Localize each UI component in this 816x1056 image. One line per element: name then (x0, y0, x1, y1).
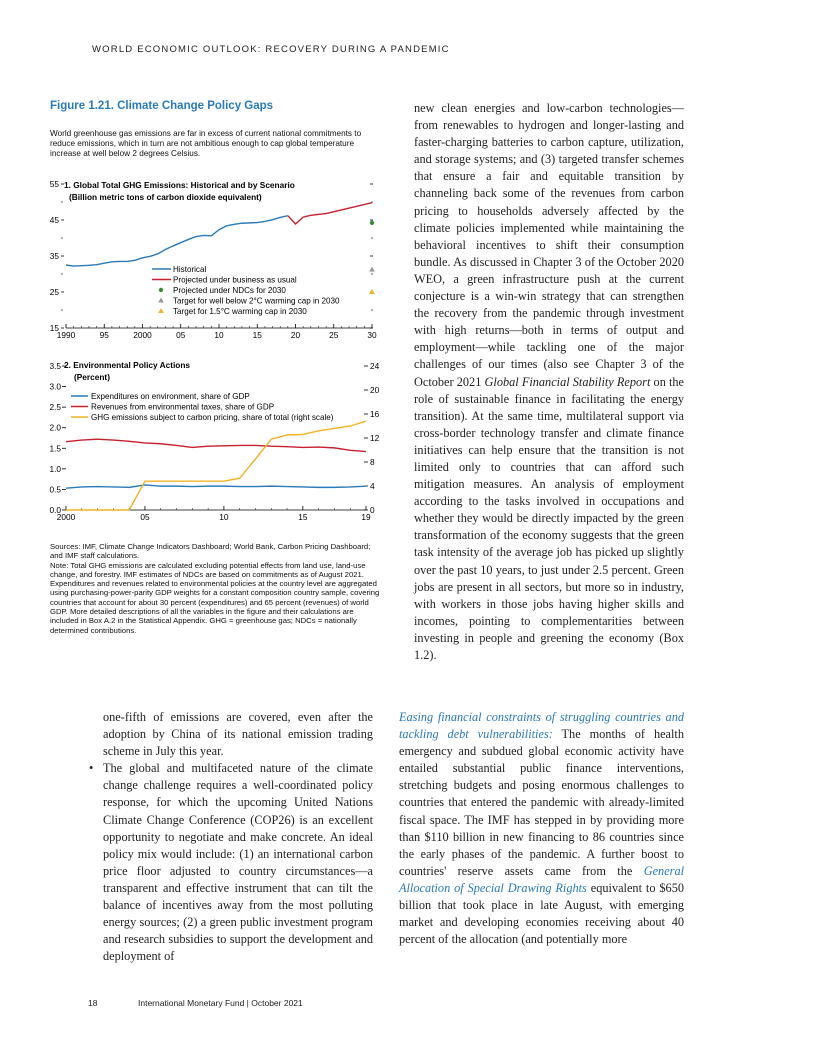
x-tick-label: 15 (298, 512, 308, 522)
y-tick-label-left: 0.5 (49, 484, 61, 495)
legend-label: Projected under NDCs for 2030 (173, 286, 286, 295)
y-tick-label-right: 20 (370, 385, 380, 395)
y-tick-label-left: 2.5 (49, 402, 61, 413)
y-minor-tick-right (371, 237, 372, 238)
figure-subtitle: World greenhouse gas emissions are far in excess of current national commitments to reduce emissions, which in turn are not ambitious enough to cap global temperature increase at well below 2 degrees Celsius. (50, 129, 362, 158)
legend-swatch (159, 288, 163, 292)
y-minor-tick (61, 237, 62, 238)
x-tick-label: 05 (140, 512, 150, 522)
y-tick-label: 55 (49, 179, 59, 189)
gfsr-title: Global Financial Stability Report (484, 374, 651, 389)
y-tick-label-right: 4 (370, 481, 375, 491)
right-column-text: new clean energies and low-carbon technologies—from renewables to hydrogen and longer-lasting and faster-charging batteries to carbon capture, utilization, and storage systems; and (3) targeted transfer schemes that ensure a fair and equitable transition by channeling back some of the revenues from carbon pricing to households adversely affected by the climate policies implemented while maintaining the behavioral incentives to shift their consumption bundle. As discussed in Chapter 3 of the October 2020 WEO, a green infrastructure push at the current conjecture is a win-win strategy that can strengthen the recovery from the pandemic through investment with high returns—both in terms of output and employment—while tackling one of the major challenges of our times (also see Chapter 3 of the October 2021 (414, 101, 684, 389)
x-tick-label: 10 (219, 512, 229, 522)
y-tick-label-left: 1.5 (49, 443, 61, 454)
y-tick-label-right: 12 (370, 433, 380, 443)
legend-label: Expenditures on environment, share of GDP (91, 392, 250, 401)
legend-label: Target for well below 2°C warming cap in 2030 (173, 296, 340, 306)
left-column-bottom (89, 709, 373, 965)
y-minor-tick-right (371, 309, 372, 310)
sdr-link[interactable]: General Allocation of Special Drawing Rights (399, 863, 685, 895)
y-tick-label-left: 3.5 (49, 361, 61, 371)
chart-environmental-policy (44, 356, 384, 526)
series-line (66, 216, 288, 266)
y-tick-label-right: 8 (370, 457, 375, 467)
continued-text: one-fifth of emissions are covered, even after the adoption by China of its national emission trading scheme in July this year. (103, 710, 373, 759)
y-tick-label-left: 3.0 (49, 381, 61, 392)
target-point (369, 289, 375, 294)
series-line (66, 421, 366, 510)
legend-label: Historical (173, 265, 207, 274)
footer-source: International Monetary Fund | October 2021 (138, 998, 303, 1008)
y-tick-label-right: 16 (370, 409, 380, 419)
y-tick-label-right: 0 (370, 505, 375, 515)
y-minor-tick-right (371, 273, 372, 274)
bullet-text: The global and multifaceted nature of the climate change challenge requires a well-coordinated policy response, for which the upcoming United Nations Climate Change Conference (COP26) is an excellent opportunity to negotiate and make concrete. An ideal policy mix would include: (1) an international carbon price floor adjusted to country circumstances—a transparent and effective instrument that can tilt the balance of incentives away from the most polluting energy sources; (2) a green public investment program and research subsidies to support the development and deployment of (103, 761, 373, 964)
y-tick-label-left: 2.0 (49, 422, 61, 433)
y-minor-tick (61, 273, 62, 274)
target-point (369, 267, 375, 272)
section-heading: Easing financial constraints of struggling countries and tackling debt vulnerabilities: (399, 710, 684, 742)
section-text-2: equivalent to $650 billion that took place in late August, with emerging market and developing economies receiving about 40 percent of the allocation (and potentially more (399, 880, 685, 947)
series-line (66, 485, 366, 488)
chart1-subtitle: (Billion metric tons of carbon dioxide equivalent) (69, 192, 262, 202)
y-tick-label: 25 (49, 287, 59, 297)
ndc-point (370, 221, 374, 225)
x-tick-label: 20 (290, 330, 301, 340)
section-text-1: The months of health emergency and subdued global economic activity have entailed substantial public finance interventions, stretching budgets and posing enormous challenges to countries that entered the pandemic with already-limited fiscal space. The IMF has stepped in by providing more than $110 billion in new financing to 86 countries since the early phases of the pandemic. A further boost to countries' reserve assets came from the (399, 727, 684, 878)
right-column-bottom (399, 709, 684, 948)
chart2-subtitle: (Percent) (74, 372, 110, 382)
legend-swatch (158, 308, 164, 313)
legend-swatch (158, 298, 164, 303)
bullet-marker: • (89, 761, 94, 776)
figure-notes (50, 542, 380, 635)
series-line (66, 439, 366, 451)
x-tick-label: 15 (252, 330, 262, 340)
legend-label: Revenues from environmental taxes, share of GDP (91, 402, 275, 412)
bullet-item (89, 760, 373, 965)
x-tick-label: 95 (99, 330, 109, 340)
right-column-text-end: on the role of sustainable finance in facilitating the energy transition). At the same time, multilateral support via cross-border technology transfer and climate finance initiatives can help ensure that the transition is not limited only to countries that can afford such mitigation measures. An analysis of employment according to the tasks involved in occupations and whether they would be directly impacted by the green transformation of the economy suggests that the green task intensity of the average job has picked up slightly over the past 10 years, to just under 2.5 percent. Green jobs are present in all sectors, but more so in industry, with workers in those jobs having higher skills and incomes, pointing to complementarities between investing in people and greening the economy (Box 1.2). (414, 374, 685, 662)
x-tick-label: 05 (176, 330, 186, 340)
y-tick-label: 45 (49, 215, 59, 225)
running-header: WORLD ECONOMIC OUTLOOK: RECOVERY DURING A PANDEMIC (92, 44, 450, 55)
x-tick-label: 2000 (133, 330, 152, 340)
chart-ghg-emissions (44, 176, 384, 346)
y-tick-label: 15 (49, 323, 59, 333)
notes-sources: Sources: IMF, Climate Change Indicators Dashboard; World Bank, Carbon Pricing Dashboard; and IMF staff calculations. (50, 542, 371, 561)
x-tick-label: 19 (361, 512, 371, 522)
series-line (288, 203, 372, 224)
legend-label: Target for 1.5°C warming cap in 2030 (173, 307, 307, 316)
legend-label: Projected under business as usual (173, 275, 297, 285)
y-minor-tick (61, 309, 62, 310)
x-tick-label: 10 (214, 330, 224, 340)
page-number: 18 (88, 998, 98, 1008)
legend-label: GHG emissions subject to carbon pricing, share of total (right scale) (91, 413, 334, 422)
chart1-title: 1. Global Total GHG Emissions: Historical and by Scenario (64, 180, 295, 190)
x-tick-label: 1990 (56, 330, 76, 340)
notes-note: Note: Total GHG emissions are calculated excluding potential effects from land use, land-use change, and forestry. IMF estimates of NDCs are based on commitments as of August 2021. Expenditures and revenues related to environmental policies at the country level are aggregated using purchasing-power-parity GDP weights for a constant composition country sample, covering countries that account for about 30 percent (expenditures) and 65 percent (revenues) of world GDP. More detailed descriptions of all the variables in the figure and their calculations are included in Box A.2 in the Statistical Appendix. GHG = greenhouse gas; NDCs = nationally determined contributions. (50, 560, 380, 635)
figure-title: Figure 1.21. Climate Change Policy Gaps (50, 100, 274, 112)
x-tick-label: 25 (329, 330, 339, 340)
y-tick-label-right: 24 (370, 361, 380, 371)
chart2-title: 2. Environmental Policy Actions (64, 360, 191, 370)
x-tick-label: 2000 (56, 512, 76, 522)
y-tick-label-left: 1.0 (49, 463, 61, 474)
right-column-top (414, 100, 684, 664)
y-tick-label-left: 0.0 (49, 505, 61, 515)
x-tick-label: 30 (367, 330, 377, 340)
y-tick-label: 35 (49, 251, 59, 261)
y-minor-tick (61, 201, 62, 202)
